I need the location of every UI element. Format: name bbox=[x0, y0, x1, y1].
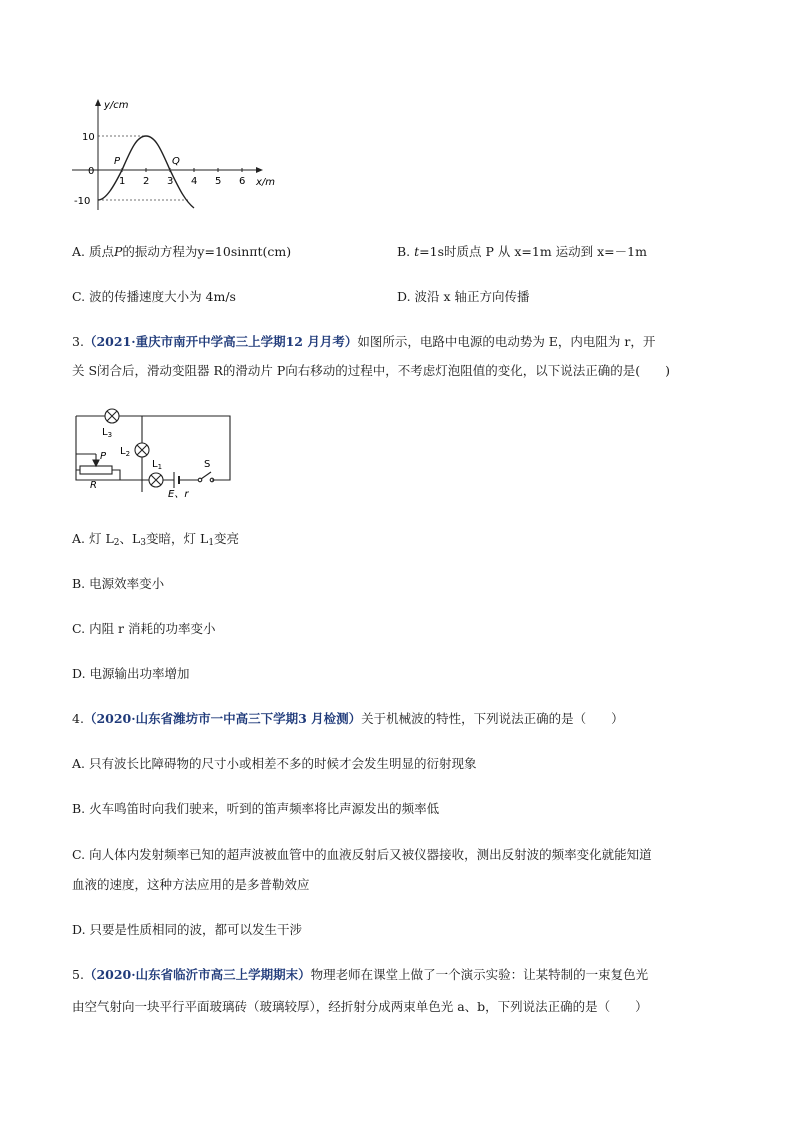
q4-source: （2020·山东省潍坊市一中高三下学期3 月检测） bbox=[83, 711, 362, 726]
q3-stem-line2: 关 S闭合后，滑动变阻器 R的滑动片 P向右移动的过程中，不考虑灯泡阻值的变化，以下说法正确的是( ) bbox=[72, 363, 671, 378]
q2-option-d: D. 波沿 x 轴正方向传播 bbox=[397, 289, 530, 304]
q5-stem-line2: 由空气射向一块平行平面玻璃砖（玻璃较厚），经折射分成两束单色光 a、b，下列说法正确的是（ ） bbox=[72, 999, 648, 1014]
svg-text:L3: $L_3$ bbox=[102, 427, 113, 439]
q4-option-b: B. 火车鸣笛时向我们驶来，听到的笛声频率将比声源发出的频率低 bbox=[72, 801, 440, 816]
q4-option-c-line2: 血液的速度，这种方法应用的是多普勒效应 bbox=[72, 877, 310, 892]
q4-option-d: D. 只要是性质相同的波，都可以发生干涉 bbox=[72, 922, 303, 937]
svg-text:E、r: E、r bbox=[168, 489, 189, 500]
q4-option-a: A. 只有波长比障碍物的尺寸小或相差不多的时候才会发生明显的衍射现象 bbox=[72, 756, 477, 771]
x-tick-5: 5 bbox=[215, 176, 222, 187]
svg-text:S: S bbox=[204, 459, 211, 470]
q3-option-b: B. 电源效率变小 bbox=[72, 576, 165, 591]
q3-stem-line1: 3.（2021·重庆市南开中学高三上学期12 月月考）如图所示，电路中电源的电动势为 E，内电阻为 r，开 bbox=[72, 334, 656, 349]
svg-text:P: P bbox=[100, 451, 107, 462]
q3-source: （2021·重庆市南开中学高三上学期12 月月考） bbox=[83, 334, 358, 349]
x-tick-4: 4 bbox=[191, 176, 198, 187]
q5-source: （2020·山东省临沂市高三上学期期末） bbox=[83, 967, 311, 982]
x-tick-6: 6 bbox=[239, 176, 246, 187]
q2-option-a: A. 质点P的振动方程为y=10sinπt(cm) bbox=[72, 244, 292, 259]
point-p-label: P bbox=[114, 156, 121, 167]
y-tick-neg10: -10 bbox=[74, 196, 91, 207]
point-q-label: Q bbox=[172, 156, 180, 167]
q4-stem: 4.（2020·山东省潍坊市一中高三下学期3 月检测）关于机械波的特性，下列说法正确的是（ ） bbox=[72, 711, 624, 726]
y-axis-arrow bbox=[95, 99, 101, 106]
q4-option-c-line1: C. 向人体内发射频率已知的超声波被血管中的血液反射后又被仪器接收，测出反射波的频率变化就能知道 bbox=[72, 847, 652, 862]
q3-option-c: C. 内阻 r 消耗的功率变小 bbox=[72, 621, 216, 636]
circuit-diagram bbox=[70, 404, 240, 500]
x-tick-2: 2 bbox=[143, 176, 150, 187]
y-tick-0: 0 bbox=[88, 166, 95, 177]
svg-text:L2: $L_2$ bbox=[120, 446, 131, 458]
q2-option-b: B. t=1s时质点 P 从 x=1m 运动到 x=－1m bbox=[397, 244, 647, 259]
wave-graph bbox=[68, 98, 288, 214]
y-axis-label: y/cm bbox=[104, 100, 129, 111]
y-tick-10: 10 bbox=[82, 132, 95, 143]
x-axis-label: x/m bbox=[256, 177, 276, 188]
q3-option-a: A. 灯 $L_2$、$L_3$变暗，灯 $L_1$变亮 bbox=[72, 531, 240, 548]
q3-option-d: D. 电源输出功率增加 bbox=[72, 666, 190, 681]
x-axis-arrow bbox=[256, 167, 263, 173]
svg-text:L1: $L_1$ bbox=[152, 459, 163, 471]
q2-option-c: C. 波的传播速度大小为 4m/s bbox=[72, 289, 236, 304]
q5-stem-line1: 5.（2020·山东省临沂市高三上学期期末）物理老师在课堂上做了一个演示实验：让某特制的一束复色光 bbox=[72, 967, 649, 982]
x-tick-1: 1 bbox=[119, 176, 126, 187]
svg-text:R: R bbox=[90, 480, 97, 491]
x-tick-3: 3 bbox=[167, 176, 174, 187]
